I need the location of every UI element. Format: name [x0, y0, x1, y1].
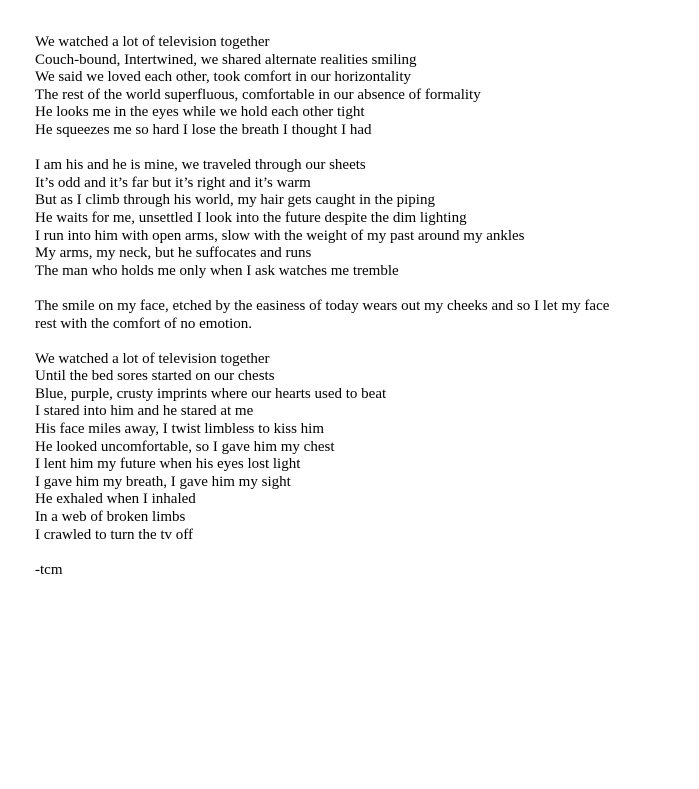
poem-line: It’s odd and it’s far but it’s right and it’s warm: [35, 174, 311, 191]
poem-line: My arms, my neck, but he suffocates and runs: [35, 245, 312, 262]
stanza: [35, 351, 679, 545]
poem-line: We said we loved each other, took comfort in our horizontality: [35, 69, 411, 86]
poem-line: I am his and he is mine, we traveled through our sheets: [35, 157, 366, 174]
poem-line: Until the bed sores started on our chests: [35, 368, 275, 385]
stanza: [35, 298, 679, 333]
poem-line: His face miles away, I twist limbless to kiss him: [35, 421, 324, 438]
poem-line: rest with the comfort of no emotion.: [35, 315, 253, 332]
poem-line: I gave him my breath, I gave him my sight: [35, 473, 291, 490]
poem-line: I run into him with open arms, slow with the weight of my past around my ankles: [35, 227, 525, 244]
poem-line: I stared into him and he stared at me: [35, 403, 254, 420]
poem-line: The man who holds me only when I ask watches me tremble: [35, 262, 399, 279]
stanza: [35, 34, 679, 140]
poem-line: I lent him my future when his eyes lost light: [35, 456, 301, 473]
poem-line: He squeezes me so hard I lose the breath I thought I had: [35, 121, 372, 138]
poem-signature: -tcm: [35, 561, 63, 578]
poem-line: Couch-bound, Intertwined, we shared alternate realities smiling: [35, 51, 417, 68]
poem-line: Blue, purple, crusty imprints where our hearts used to beat: [35, 385, 387, 402]
poem-body: [35, 34, 679, 544]
stanza: [35, 157, 679, 280]
poem-line: He looks me in the eyes while we hold each other tight: [35, 104, 365, 121]
poem-line: The rest of the world superfluous, comfortable in our absence of formality: [35, 86, 481, 103]
poem-line: We watched a lot of television together: [35, 350, 270, 367]
poem-line: We watched a lot of television together: [35, 34, 270, 50]
poem-line: I crawled to turn the tv off: [35, 526, 194, 543]
poem-line: But as I climb through his world, my hair gets caught in the piping: [35, 192, 435, 209]
poem-line: In a web of broken limbs: [35, 509, 186, 526]
poem-line: He looked uncomfortable, so I gave him my chest: [35, 438, 335, 455]
poem-line: He exhaled when I inhaled: [35, 491, 196, 508]
poem-line: He waits for me, unsettled I look into the future despite the dim lighting: [35, 209, 467, 226]
poem-line: The smile on my face, etched by the easiness of today wears out my cheeks and so I let my face: [35, 297, 610, 314]
